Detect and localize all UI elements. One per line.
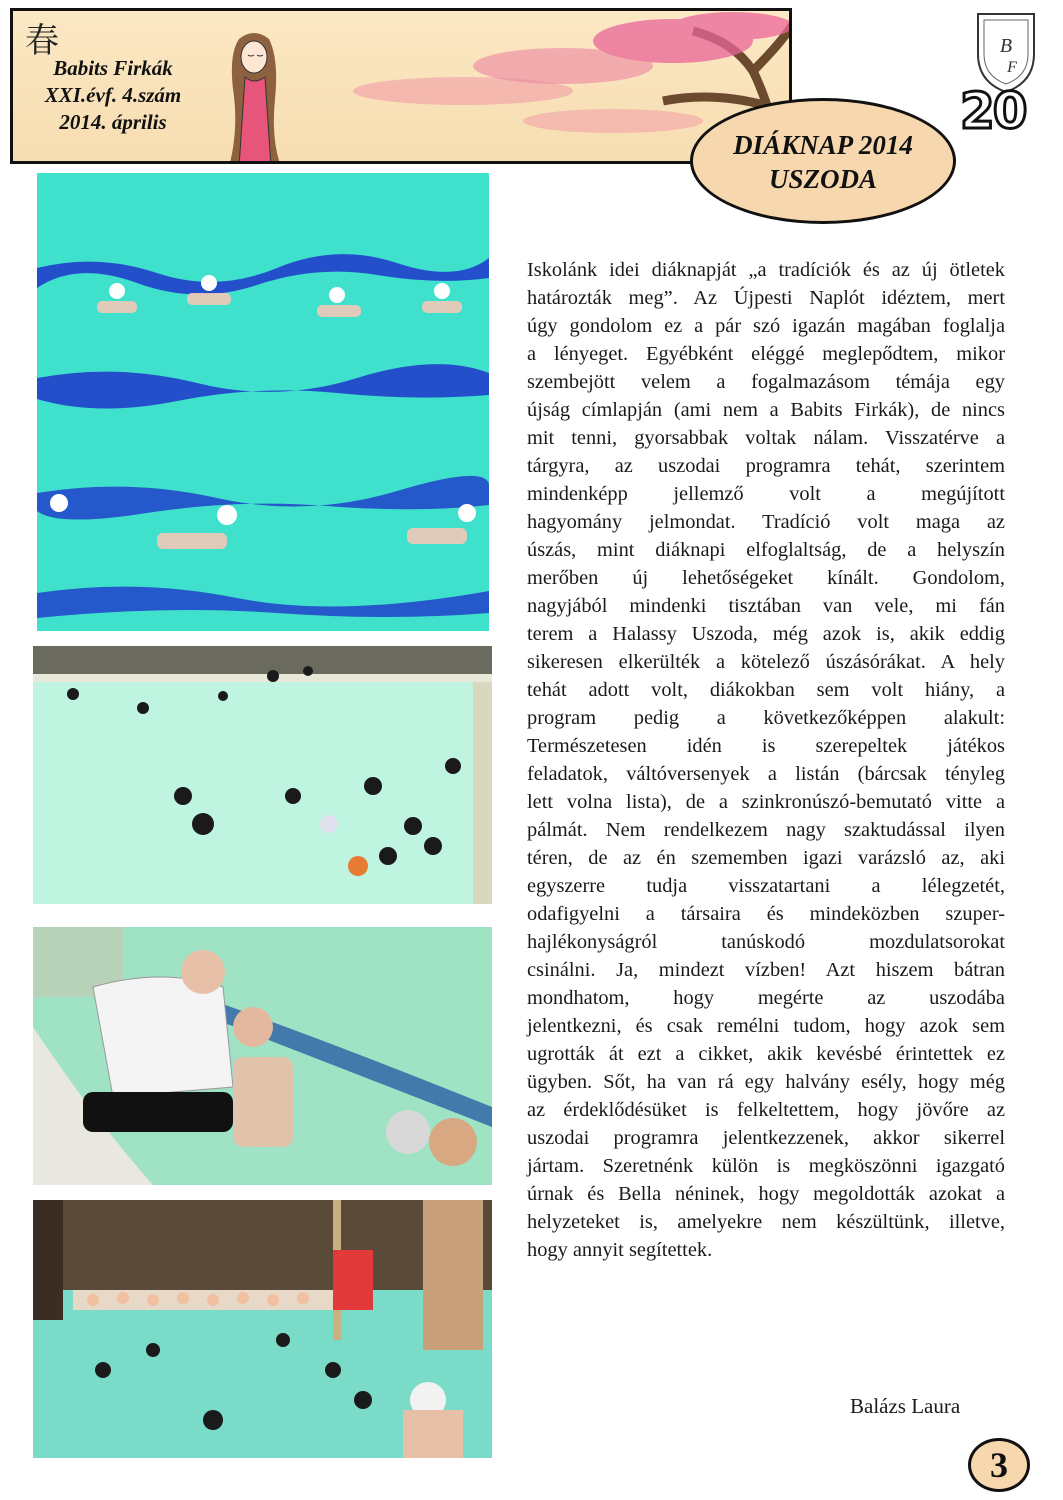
- pool-edge-coach-photo: [33, 927, 492, 1185]
- article-line: feladatok, váltóversenyek a listán (bárcsak tényleg: [527, 763, 1005, 785]
- article-line: nagyjából mindenki tisztában van vele, mi fán: [527, 595, 1005, 617]
- article-line: hajlékonyságról tanúskodó mozdulatsorokat: [527, 931, 1005, 953]
- synchronized-swimmers-photo: [37, 173, 489, 631]
- indoor-pool-crowd-photo: [33, 1200, 492, 1458]
- article-line: ügyben. Sőt, ha van rá egy halvány esély, hogy még: [527, 1071, 1005, 1093]
- article-line: az érdeklődésüket is felkeltettem, hogy jövőre az: [527, 1099, 1005, 1121]
- masthead-date: 2014. április: [59, 110, 167, 134]
- article-line: újság címlapján (ami nem a Babits Firkák), de nincs: [527, 399, 1005, 421]
- girl-illustration-icon: [209, 29, 299, 164]
- article-line: határozták meg”. Az Újpesti Naplót idéztem, mert: [527, 287, 1005, 309]
- article-line: hogy annyit segítettek.: [527, 1239, 713, 1261]
- article-line: úrnak és Bella néninek, hogy megoldották azokat a: [527, 1183, 1005, 1205]
- article-line: sikeresen elkerülték a kötelező úszásórákat. A hely: [527, 651, 1005, 673]
- article-line: hagyomány jelmondat. Tradíció volt maga az: [527, 511, 1005, 533]
- article-line: Iskolánk idei diáknapját „a tradíciók és az új ötletek: [527, 259, 1005, 281]
- article-line: uszodai programra jelentkezzenek, akkor sikerrel: [527, 1127, 1005, 1149]
- header-banner: [10, 8, 792, 164]
- article-line: terem a Halassy Uszoda, még azok is, akik eddig: [527, 623, 1005, 645]
- masthead: [33, 55, 193, 136]
- article-line: odafigyelni a társaira és mindeközben szuper-: [527, 903, 1005, 925]
- title-line-2: USZODA: [768, 164, 877, 194]
- article-line: lett volna lista), de a szinkronúszó-bemutató vitte a: [527, 791, 1005, 813]
- article-author: Balázs Laura: [850, 1394, 961, 1418]
- article-line: jártam. Szeretnénk külön is megköszönni igazgató: [527, 1155, 1005, 1177]
- pool-swimmers-photo: [33, 646, 492, 904]
- article-title: [690, 98, 956, 224]
- article-line: mit tenni, gyorsabbak voltak nálam. Visszatérve a: [527, 427, 1005, 449]
- article-line: szembejött velem a fogalmazásom témája egy: [527, 371, 1005, 393]
- article-body: [527, 256, 1005, 1264]
- article-line: mondhatom, hogy megérte az uszodába: [527, 987, 1005, 1009]
- article-line: mindenképp jellemző volt a megújított: [527, 483, 1005, 505]
- article-line: tárgyra, az uszodai programra tehát, szerintem: [527, 455, 1005, 477]
- article-line: egyszerre tudja visszatartani a lélegzetét,: [527, 875, 1005, 897]
- article-line: úgy gondolom ez a pár szó igazán magában foglalja: [527, 315, 1005, 337]
- anniversary-number: 20: [960, 82, 1026, 140]
- article-line: téren, de az én szememben igazi varázsló az, aki: [527, 847, 1005, 869]
- svg-text:F: F: [1007, 59, 1017, 76]
- article-line: merőben új lehetőségeket kínált. Gondolom,: [527, 567, 1005, 589]
- svg-text:B: B: [999, 35, 1013, 57]
- article-line: Természetesen idén is szerepeltek játékos: [527, 735, 1005, 757]
- masthead-volume: XXI.évf. 4.szám: [44, 83, 182, 107]
- article-line: csinálni. Ja, mindezt vízben! Azt hiszem bátran: [527, 959, 1005, 981]
- masthead-name: Babits Firkák: [53, 56, 173, 80]
- article-line: program pedig a következőképpen alakult:: [527, 707, 1005, 729]
- title-line-1: DIÁKNAP 2014: [733, 130, 913, 160]
- article-line: ugrották át ezt a cikket, akik kevésbé érintettek ez: [527, 1043, 1005, 1065]
- article-line: tehát adott volt, diákokban sem volt hiány, a: [527, 679, 1005, 701]
- article-line: a lényeget. Egyébként eléggé meglepődtem, mikor: [527, 343, 1005, 365]
- article-line: úszás, mint diáknapi elfoglaltság, de a helyszín: [527, 539, 1005, 561]
- article-line: helyzeteket is, amelyekre nem készültünk, illetve,: [527, 1211, 1005, 1233]
- article-line: pálmát. Nem rendelkezem nagy szaktudással ilyen: [527, 819, 1005, 841]
- kanji-spring: 春: [25, 21, 59, 61]
- article-line: jelentkezni, és csak remélni tudom, hogy azok sem: [527, 1015, 1005, 1037]
- page-number: 3: [968, 1438, 1030, 1492]
